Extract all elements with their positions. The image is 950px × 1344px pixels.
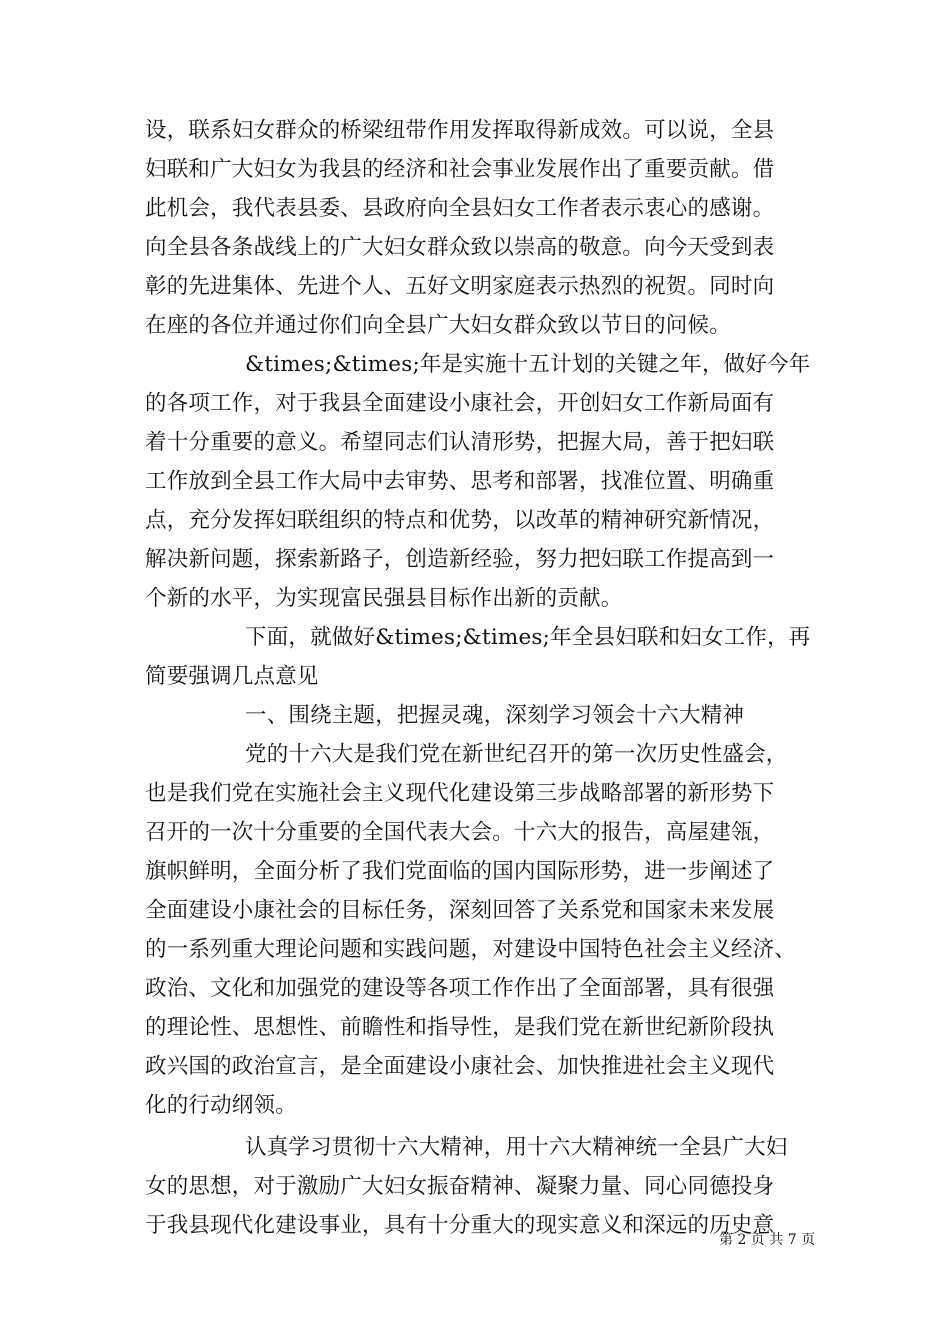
paragraph-start: 下面，就做好&times;&times;年全县妇联和妇女工作，再 [245,625,811,650]
text-line: 召开的一次十分重要的全国代表大会。十六大的报告，高屋建瓴， [145,820,775,845]
text-line: 女的思想，对于激励广大妇女振奋精神、凝聚力量、同心同德投身 [145,1174,775,1199]
text-line: 旗帜鲜明，全面分析了我们党面临的国内国际形势，进一步阐述了 [145,859,775,884]
text-line: 设，联系妇女群众的桥梁纽带作用发挥取得新成效。可以说，全县 [145,118,775,143]
paragraph-start: &times;&times;年是实施十五计划的关键之年，做好今年 [245,352,811,377]
paragraph-start: 党的十六大是我们党在新世纪召开的第一次历史性盛会， [245,742,788,767]
text-line: 彰的先进集体、先进个人、五好文明家庭表示热烈的祝贺。同时向 [145,274,775,299]
text-line: 此机会，我代表县委、县政府向全县妇女工作者表示衷心的感谢。 [145,196,775,221]
text-line: 政治、文化和加强党的建设等各项工作作出了全面部署，具有很强 [145,976,775,1001]
text-line: 的理论性、思想性、前瞻性和指导性，是我们党在新世纪新阶段执 [145,1015,775,1040]
text-line: 工作放到全县工作大局中去审势、思考和部署，找准位置、明确重 [145,469,775,494]
text-line: 向全县各条战线上的广大妇女群众致以崇高的敬意。向今天受到表 [145,235,775,260]
text-line: 的一系列重大理论问题和实践问题，对建设中国特色社会主义经济、 [145,937,797,962]
text-line: 在座的各位并通过你们向全县广大妇女群众致以节日的问候。 [145,313,731,338]
text-line: 全面建设小康社会的目标任务，深刻回答了关系党和国家未来发展 [145,898,775,923]
text-line: 个新的水平，为实现富民强县目标作出新的贡献。 [145,586,623,611]
text-line: 解决新问题，探索新路子，创造新经验，努力把妇联工作提高到一 [145,547,775,572]
text-line: 化的行动纲领。 [145,1093,297,1118]
text-line: 着十分重要的意义。希望同志们认清形势，把握大局，善于把妇联 [145,430,775,455]
text-line: 妇联和广大妇女为我县的经济和社会事业发展作出了重要贡献。借 [145,157,775,182]
text-line: 简要强调几点意见 [145,664,319,689]
text-line: 于我县现代化建设事业，具有十分重大的现实意义和深远的历史意 [145,1213,775,1238]
text-line: 的各项工作，对于我县全面建设小康社会，开创妇女工作新局面有 [145,391,775,416]
page-number: 第 2 页 共 7 页 [719,1232,816,1248]
text-line: 也是我们党在实施社会主义现代化建设第三步战略部署的新形势下 [145,781,775,806]
section-heading: 一、围绕主题，把握灵魂，深刻学习领会十六大精神 [245,703,745,728]
paragraph-start: 认真学习贯彻十六大精神，用十六大精神统一全县广大妇 [245,1135,788,1160]
text-line: 点，充分发挥妇联组织的特点和优势，以改革的精神研究新情况， [145,508,775,533]
text-line: 政兴国的政治宣言，是全面建设小康社会、加快推进社会主义现代 [145,1054,775,1079]
